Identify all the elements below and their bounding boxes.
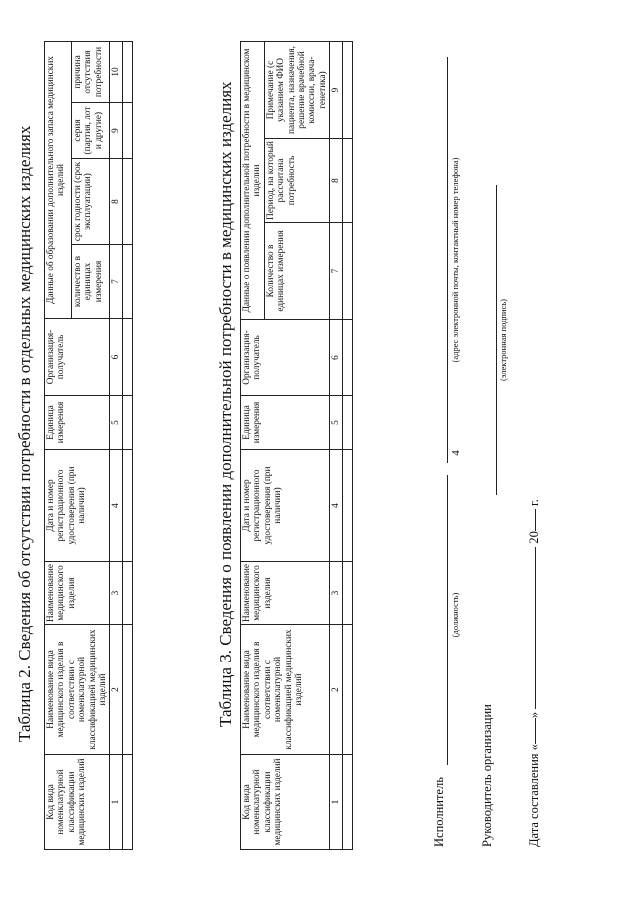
table2-header-kind: Наименование вида медицинского изделия в соответствии с номенклатурной классификацией медицинских изделий <box>45 625 110 755</box>
signature-caption: (электронная подпись) <box>498 298 508 382</box>
date-close-quote: » <box>527 711 541 719</box>
table2 <box>44 41 133 850</box>
table3-col-number: 8 <box>330 139 343 223</box>
year-prefix: 20 <box>527 531 541 544</box>
table3-col-number: 1 <box>330 755 343 850</box>
table2-col-number: 2 <box>110 625 123 755</box>
table3-header-unit: Единица измерения <box>241 396 330 450</box>
table3-header-kind: Наименование вида медицинского изделия в соответствии с номенклатурной классификацией медицинских изделий <box>241 625 330 755</box>
table2-col-number: 7 <box>110 245 123 319</box>
table3-header-name: Наименование медицинского изделия <box>241 562 330 625</box>
table3 <box>240 41 353 850</box>
table2-header-unit: Единица измерения <box>45 396 110 450</box>
table3-header-quantity: Количество в единицах измерения <box>264 223 329 320</box>
contact-line[interactable] <box>447 57 448 463</box>
table3-header-code: Код вида номенклатурной классификации медицинских изделий <box>241 755 330 850</box>
table2-col-number: 9 <box>110 103 123 159</box>
table2-title: Таблица 2. Сведения об отсутствии потребности в отдельных медицинских изделиях <box>15 125 34 742</box>
table3-col-number: 7 <box>330 223 343 320</box>
table3-header-registration: Дата и номер регистрационного удостоверения (при наличии) <box>241 450 330 562</box>
executor-label: Исполнитель <box>432 777 446 847</box>
table2-header-recipient: Организация-получатель <box>45 319 110 396</box>
table2-header-registration: Дата и номер регистрационного удостоверения (при наличии) <box>45 450 110 562</box>
table2-col-number: 3 <box>110 562 123 625</box>
table3-col-number: 4 <box>330 450 343 562</box>
table2-header-group: Данные об образовании дополнительного запаса медицинских изделий <box>45 41 72 318</box>
date-month-line[interactable] <box>535 547 536 709</box>
table2-col-number: 6 <box>110 319 123 396</box>
date-label <box>527 499 542 847</box>
table3-col-number: 6 <box>330 320 343 396</box>
table2-col-number: 4 <box>110 450 123 562</box>
table2-header-code: Код вида номенклатурной классификации медицинских изделий <box>45 755 110 850</box>
table2-col-number: 5 <box>110 396 123 450</box>
table2-header-shelf-life: срок годности (срок эксплуатации) <box>71 159 110 245</box>
table2-col-number: 10 <box>110 41 123 102</box>
contact-caption: (адрес электронной почты, контактный номер телефона) <box>450 157 460 363</box>
table2-blank-row <box>123 41 133 849</box>
table2-col-number: 1 <box>110 755 123 850</box>
table3-header-recipient: Организация-получатель <box>241 320 330 396</box>
date-label-text: Дата составления « <box>527 744 541 847</box>
table2-header-reason: причина отсутствия потребности <box>71 41 110 102</box>
table3-blank-row <box>343 42 353 850</box>
table3-col-number: 9 <box>330 42 343 139</box>
table2-col-number: 8 <box>110 159 123 245</box>
date-day-line[interactable] <box>535 718 536 744</box>
position-caption: (должность) <box>450 592 460 638</box>
table3-col-number: 3 <box>330 562 343 625</box>
table3-header-note: Примечание (с указанием ФИО пациента, назначения, решение врачебной комиссии, врача-генетика) <box>264 42 329 139</box>
table3-col-number: 5 <box>330 396 343 450</box>
table2-header-series: серия (партия, лот и другие) <box>71 103 110 159</box>
table2-header-quantity: количество в единицах измерения <box>71 245 110 319</box>
position-line[interactable] <box>447 475 448 765</box>
table3-header-group: Данные о появлении дополнительной потребности в медицинском изделии <box>241 42 265 320</box>
page-number: 4 <box>450 450 462 456</box>
table3-header-period: Период, на который рассчитана потребность <box>264 139 329 223</box>
table3-title: Таблица 3. Сведения о появлении дополнительной потребности в медицинских изделиях <box>216 81 235 727</box>
date-year-line[interactable] <box>535 509 536 531</box>
table3-col-number: 2 <box>330 625 343 755</box>
year-suffix: г. <box>527 499 541 506</box>
head-label: Руководитель организации <box>480 704 494 847</box>
signature-line[interactable] <box>496 185 497 495</box>
table2-header-name: Наименование медицинского изделия <box>45 562 110 625</box>
